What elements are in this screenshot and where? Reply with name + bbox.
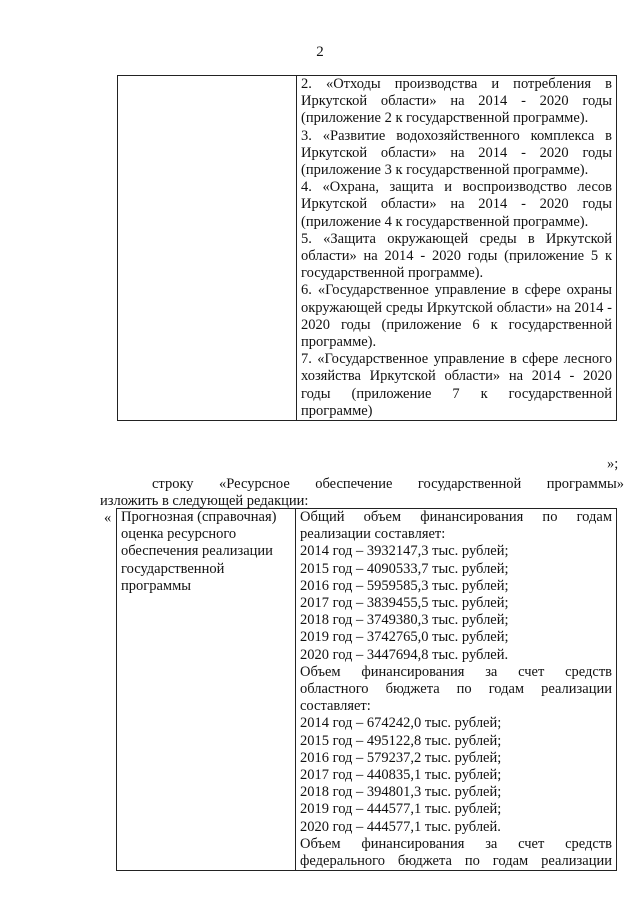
regional-row: 2015 год – 495122,8 тыс. рублей;	[300, 732, 502, 749]
subprogram-item: 3. «Развитие водохозяйственного комплекса в Иркутской области» на 2014 - 2020 годы (приложение 3 к государственной программе).	[301, 127, 612, 179]
subprogram-item: 5. «Защита окружающей среды в Иркутской области» на 2014 - 2020 годы (приложение 5 к государственной программе).	[301, 230, 612, 282]
intro-word: государственной	[417, 476, 522, 492]
page-number: 2	[316, 44, 324, 60]
total-header: Общий объем финансирования по годам реализации составляет:	[300, 509, 612, 543]
intro-word: строку	[152, 476, 194, 492]
regional-row: 2020 год – 444577,1 тыс. рублей.	[300, 818, 501, 835]
table-row	[117, 509, 617, 871]
total-row: 2016 год – 5959585,3 тыс. рублей;	[300, 577, 509, 594]
total-row: 2019 год – 3742765,0 тыс. рублей;	[300, 629, 509, 646]
resource-values-cell	[296, 509, 617, 871]
regional-header: Объем финансирования за счет средств областного бюджета по годам реализации составляет:	[300, 663, 612, 715]
upper-table	[117, 75, 617, 421]
federal-header: Объем финансирования за счет средств федерального бюджета по годам реализации	[300, 835, 612, 870]
total-row: 2015 год – 4090533,7 тыс. рублей;	[300, 560, 509, 577]
lower-table	[116, 508, 617, 871]
intro-line-1	[100, 476, 624, 493]
intro-word: программы»	[546, 476, 624, 492]
total-row: 2018 год – 3749380,3 тыс. рублей;	[300, 612, 509, 629]
regional-row: 2019 год – 444577,1 тыс. рублей;	[300, 801, 502, 818]
total-row: 2017 год – 3839455,5 тыс. рублей;	[300, 595, 509, 612]
subprogram-item: 4. «Охрана, защита и воспроизводство лесов Иркутской области» на 2014 - 2020 годы (приложение 4 к государственной программе).	[301, 179, 612, 230]
regional-row: 2016 год – 579237,2 тыс. рублей;	[300, 749, 502, 766]
regional-row: 2018 год – 394801,3 тыс. рублей;	[300, 784, 502, 801]
closing-quote: »;	[607, 456, 619, 472]
upper-right-cell	[297, 76, 617, 421]
total-row: 2020 год – 3447694,8 тыс. рублей.	[300, 646, 509, 663]
intro-word: «Ресурсное	[219, 476, 290, 492]
intro-word: обеспечение	[315, 476, 393, 492]
resource-label: Прогнозная (справочная) оценка ресурсного обеспечения реализации государственной программы	[121, 509, 277, 594]
subprogram-item: 7. «Государственное управление в сфере лесного хозяйства Иркутской области» на 2014 - 2020 годы (приложение 7 к государственной программе)	[301, 351, 612, 419]
subprogram-item: 6. «Государственное управление в сфере охраны окружающей среды Иркутской области» на 2014 - 2020 годы (приложение 6 к государственной программе).	[301, 282, 612, 351]
resource-label-cell	[117, 509, 296, 871]
total-row: 2014 год – 3932147,3 тыс. рублей;	[300, 543, 509, 560]
upper-left-cell	[118, 76, 297, 421]
regional-row: 2014 год – 674242,0 тыс. рублей;	[300, 715, 502, 732]
subprogram-item: 2. «Отходы производства и потребления в Иркутской области» на 2014 - 2020 годы (приложение 2 к государственной программе).	[301, 76, 612, 127]
amendment-intro	[100, 476, 624, 510]
opening-quote: «	[104, 510, 112, 526]
table-row	[118, 76, 617, 421]
intro-line-2: изложить в следующей редакции:	[100, 493, 309, 510]
regional-row: 2017 год – 440835,1 тыс. рублей;	[300, 767, 502, 784]
